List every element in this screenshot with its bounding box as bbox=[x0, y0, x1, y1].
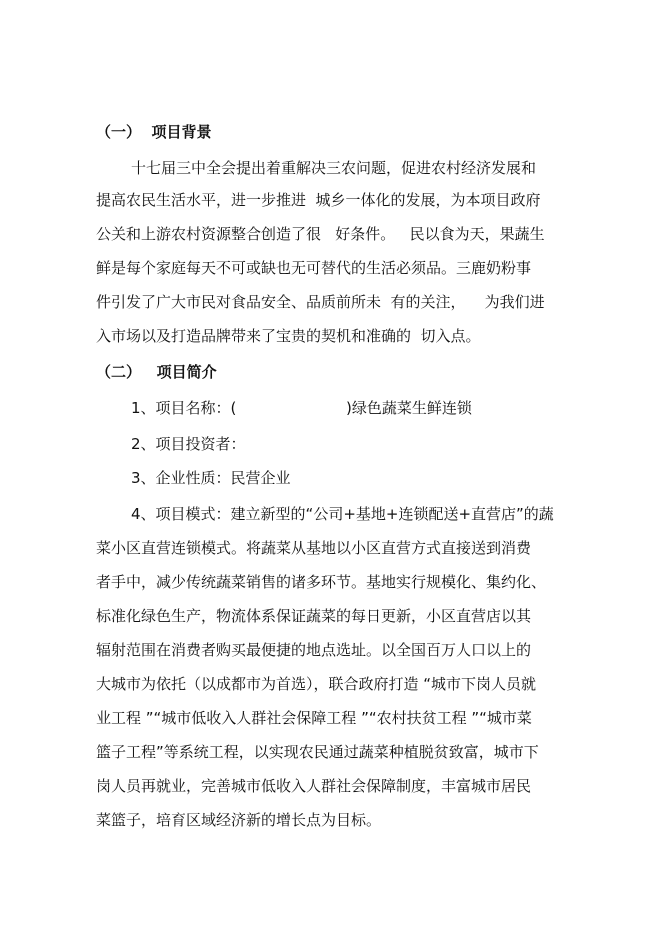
project-mode-line: 篮子工程”等系统工程，以实现农民通过蔬菜种植脱贫致富，城市下 bbox=[96, 743, 539, 761]
paragraph-line: 入市场以及打造品牌带来了宝贵的契机和准确的 切入点。 bbox=[96, 327, 481, 345]
paragraph-line: 鲜是每个家庭每天不可或缺也无可替代的生活必须品。三鹿奶粉事 bbox=[96, 259, 532, 277]
project-name-item: 1、项目名称：( )绿色蔬菜生鲜连锁 bbox=[131, 399, 472, 417]
project-mode-line: 4、项目模式：建立新型的“公司+基地+连锁配送+直营店”的蔬 bbox=[131, 505, 554, 523]
paragraph-line: 件引发了广大市民对食品安全、品质前所未 有的关注， 为我们进 bbox=[96, 293, 545, 311]
paragraph-line: 公关和上游农村资源整合创造了很 好条件。 民以食为天，果蔬生 bbox=[96, 225, 545, 243]
section-heading-background: （一） 项目背景 bbox=[96, 123, 212, 141]
project-mode-line: 业工程 ”“城市低收入人群社会保障工程 ”“农村扶贫工程 ”“城市菜 bbox=[96, 709, 532, 727]
project-mode-line: 岗人员再就业，完善城市低收入人群社会保障制度，丰富城市居民 bbox=[96, 777, 532, 795]
project-mode-line: 菜小区直营连锁模式。将蔬菜从基地以小区直营方式直接送到消费 bbox=[96, 539, 532, 557]
project-mode-line: 菜篮子，培育区域经济新的增长点为目标。 bbox=[96, 811, 382, 829]
project-mode-line: 者手中，减少传统蔬菜销售的诸多环节。基地实行规模化、集约化、 bbox=[96, 573, 547, 591]
project-mode-line: 辐射范围在消费者购买最便捷的地点选址。以全国百万人口以上的 bbox=[96, 641, 532, 659]
section-heading-overview: （二） 项目简介 bbox=[96, 363, 217, 381]
project-mode-line: 大城市为依托（以成都市为首选），联合政府打造 “城市下岗人员就 bbox=[96, 675, 537, 693]
enterprise-nature-item: 3、企业性质：民营企业 bbox=[131, 469, 291, 487]
project-mode-line: 标准化绿色生产，物流体系保证蔬菜的每日更新，小区直营店以其 bbox=[96, 607, 532, 625]
paragraph-line: 提高农民生活水平，进一步推进 城乡一体化的发展，为本项目政府 bbox=[96, 191, 541, 209]
project-investor-item: 2、项目投资者： bbox=[131, 435, 246, 453]
paragraph-line: 十七届三中全会提出着重解决三农问题，促进农村经济发展和 bbox=[131, 159, 537, 177]
